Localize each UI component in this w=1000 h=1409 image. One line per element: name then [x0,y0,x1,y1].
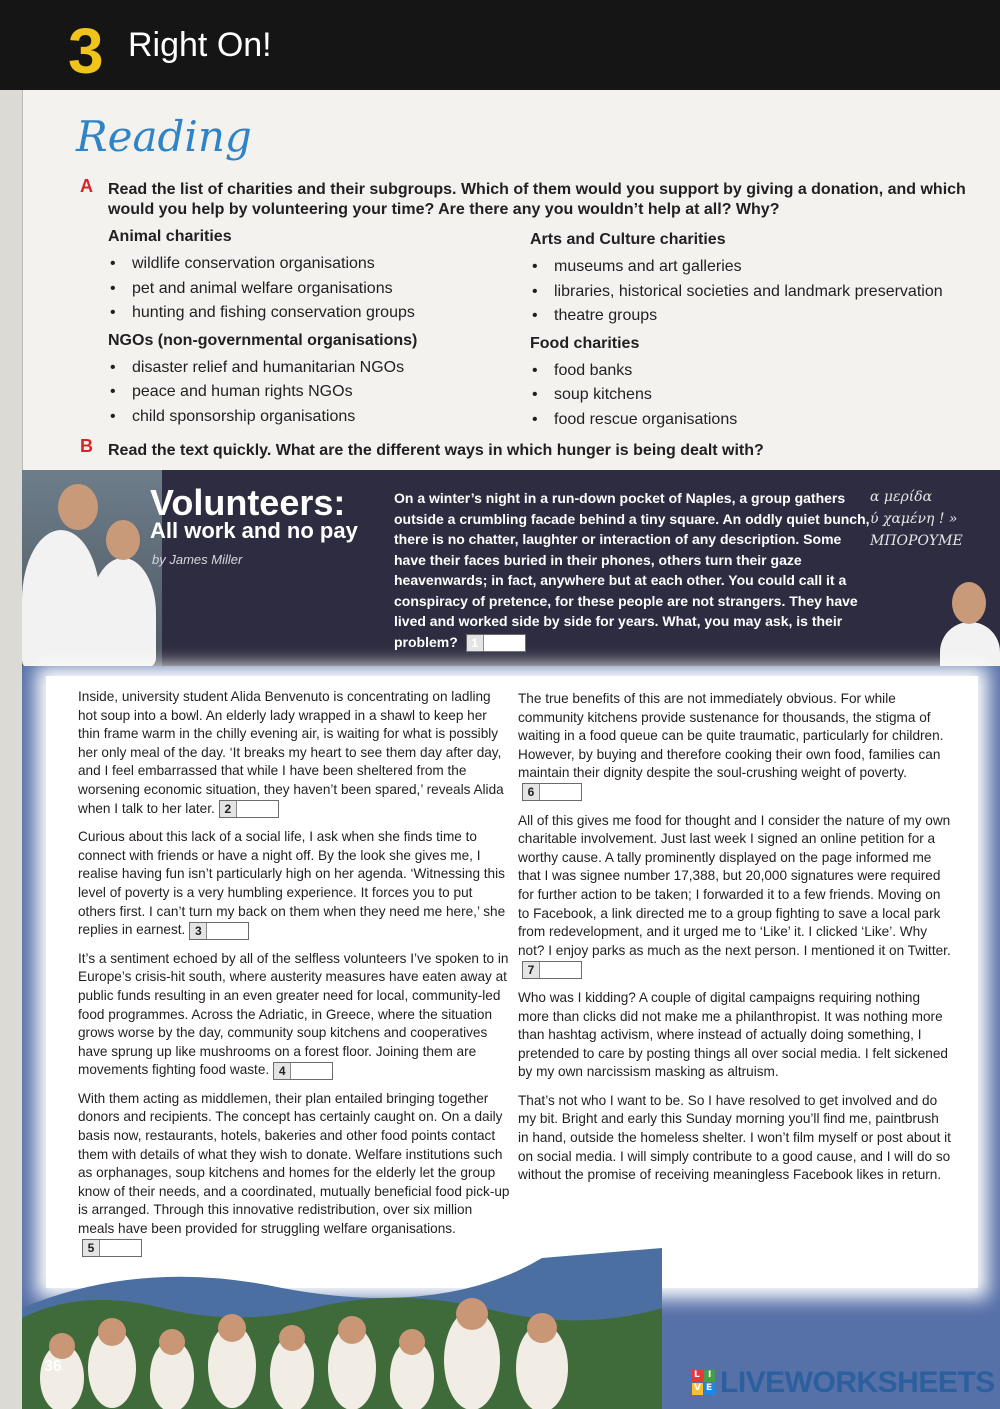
list-item: • soup kitchens [530,383,960,408]
gap-number: 7 [523,962,540,978]
liveworksheets-logo-icon [692,1370,716,1396]
category-title: NGOs (non-governmental organisations) [108,331,418,349]
answer-gap-3[interactable] [189,922,249,940]
list-item: • libraries, historical societies and landmark preservation [530,280,960,305]
gap-number: 2 [220,801,237,817]
article-paragraph [78,1090,512,1257]
volunteer-figure [22,530,100,666]
unit-number: 3 [68,15,104,87]
article-paragraph [518,1092,952,1185]
question-a-text: Read the list of charities and their subgroups. Which of them would you support by giving a donation, and which would you help by volunteering your time? Are there any you wouldn’t help at all? Why? [108,181,966,218]
answer-gap-6[interactable] [522,783,582,801]
volunteer-head [952,582,986,624]
article-subtitle: All work and no pay [150,518,358,543]
paragraph-text: Inside, university student Alida Benvenuto is concentrating on ladling hot soup into a bowl. An elderly lady wrapped in a shawl to keep her thin frame warm in the chilly evening air, is waiting for what is possibly her only meal of the day. ‘It breaks my heart to see them day after day, and I feel embarrassed that while I have been sheltered from the worsening economic situation, they haven’t been spared,’ reveals Alida when I talk to her later. [78,689,504,816]
brand-name: LIVEWORKSHEETS [720,1366,995,1399]
list-item: • peace and human rights NGOs [108,380,538,405]
unit-header-bar [0,0,1000,90]
page-edge [0,90,23,1409]
logo-tile: L [692,1370,703,1382]
list-item: • hunting and fishing conservation groups [108,301,538,326]
list-item: • food rescue organisations [530,408,960,433]
article-paragraph [78,688,512,818]
question-b-text: Read the text quickly. What are the different ways in which hunger is being dealt with? [108,442,764,459]
answer-gap-4[interactable] [273,1062,333,1080]
section-heading: Reading [76,112,252,161]
logo-tile: E [704,1383,715,1395]
answer-gap-1[interactable] [466,634,526,652]
list-item: • disaster relief and humanitarian NGOs [108,356,538,381]
article-paragraph [78,950,512,1080]
article-intro [394,488,874,652]
volunteer-figure [90,558,156,666]
volunteer-head [58,484,98,530]
volunteer-figure [940,622,1000,666]
logo-tile: I [704,1370,715,1382]
paragraph-text: Who was I kidding? A couple of digital campaigns requiring nothing more than clicks did not make me a philanthropist. It was nothing more than hashtag activism, where instead of actually doing something, I pretended to care by posting things all over social media. I felt sickened by my own narcissism masking as altruism. [518,989,948,1080]
unit-title: Right On! [128,26,272,64]
crowd-photo [22,1248,662,1409]
volunteer-head [106,520,140,560]
category-list [108,252,538,326]
paragraph-text: The true benefits of this are not immediately obvious. For while community kitchens provide sustenance for thousands, the stigma of waiting in a food queue can be quite traumatic, particularly for children. However, by buying and therefore cooking their own food, families can maintain their dignity despite the soul-crushing weight of poverty. [518,691,944,781]
gap-number: 1 [467,635,484,651]
chalkboard-writing [870,486,980,552]
article-column-left [78,688,512,1267]
article-column-right [518,690,952,1195]
article-paragraph [518,989,952,1082]
question-b-letter: B [80,436,93,456]
category-list [530,359,960,433]
gap-number: 6 [523,784,540,800]
logo-tile: V [692,1383,703,1395]
category-title: Food charities [530,334,640,352]
paragraph-text: All of this gives me food for thought and I consider the nature of my own charitable involvement. Just last week I signed an online petition for a worthy cause. A tally prominently displayed on the page informed me that I was signee number 17,388, but 20,000 signatures were required for further action to be taken; I forwarded it to a few friends. Moving on to Facebook, a link directed me to a group fighting to save a local park from redevelopment, and it urged me to ‘Like’ it. I clicked ‘Like’. Why not? I enjoy parks as much as the next person. I mentioned it on Twitter. [518,812,951,958]
chalk-line: ΜΠΟΡΟΥΜΕ [870,533,963,549]
page-number: 36 [44,1358,62,1375]
categories-left-column [108,226,538,433]
volunteers-photo [22,470,162,666]
list-item: • theatre groups [530,304,960,329]
article-title: Volunteers: [150,482,346,523]
article-paragraph [518,812,952,979]
category-title: Arts and Culture charities [530,231,726,248]
category-list [108,356,538,430]
category-title: Animal charities [108,228,232,245]
chalk-line: ύ χαμένη ! » [870,511,958,527]
categories-right-column [530,229,960,436]
gap-number: 3 [190,923,207,939]
article-banner [22,470,1000,666]
list-item: • food banks [530,359,960,384]
list-item: • wildlife conservation organisations [108,252,538,277]
article-byline: by James Miller [152,552,243,567]
list-item: • pet and animal welfare organisations [108,277,538,302]
answer-gap-7[interactable] [522,961,582,979]
answer-gap-2[interactable] [219,800,279,818]
list-item: • museums and art galleries [530,255,960,280]
article-paragraph [78,828,512,940]
gap-number: 4 [274,1063,291,1079]
list-item: • child sponsorship organisations [108,405,538,430]
paragraph-text: Curious about this lack of a social life, I ask when she finds time to connect with friends or have a night off. By the look she gives me, I realise having fun isn’t particularly high on her agenda. ‘Witnessing this level of poverty is a very humbling experience. It forces you to put others first. I can’t turn my back on them when they need me here,’ she replies in earnest. [78,829,506,938]
paragraph-text: With them acting as middlemen, their plan entailed bringing together donors and recipients. The concept has certainly caught on. On a daily basis now, restaurants, hotels, bakeries and other food points contact them with details of what they wish to donate. Welfare institutions such as orphanages, soup kitchens and homes for the elderly let the group know of their needs, and a coordinated, mutually beneficial food pick-up is arranged. Through this innovative redistribution, over six million meals have been provided for struggling welfare organisations. [78,1090,510,1237]
paragraph-text: That’s not who I want to be. So I have resolved to get involved and do my bit. Bright and early this Sunday morning you’ll find me, paintbrush in hand, outside the homeless shelter. I won’t film myself or post about it on social media. I will simply contribute to a good cause, and I will do so without the promise of receiving meaningless Facebook likes in return. [518,1092,951,1183]
article-intro-text: On a winter’s night in a run-down pocket of Naples, a group gathers outside a crumbling facade behind a tiny square. An oddly quiet bunch, there is no chatter, laughter or interaction of any description. Some have their faces buried in their phones, others turn their gaze heavenwards; in fact, anywhere but at each other. You could call it a conspiracy of pretence, for these people are not strangers. They have lived and worked side by side for years. What, you may ask, is their problem? [394,490,870,650]
gap-number: 5 [83,1240,100,1256]
article-paragraph [518,690,952,802]
volunteer-photo-right [934,582,1000,666]
question-a-letter: A [80,176,93,196]
paragraph-text: It’s a sentiment echoed by all of the selfless volunteers I’ve spoken to in Europe’s crisis-hit south, where austerity measures have eaten away at public funds resulting in an even greater need for local, community-led food programmes. Across the Adriatic, in Greece, where the situation grows worse by the day, community soup kitchens and cooperatives have sprung up like mushrooms on a forest floor. Joining them are movements fighting food waste. [78,950,509,1078]
category-list [530,255,960,329]
chalk-line: α μερίδα [870,489,933,505]
